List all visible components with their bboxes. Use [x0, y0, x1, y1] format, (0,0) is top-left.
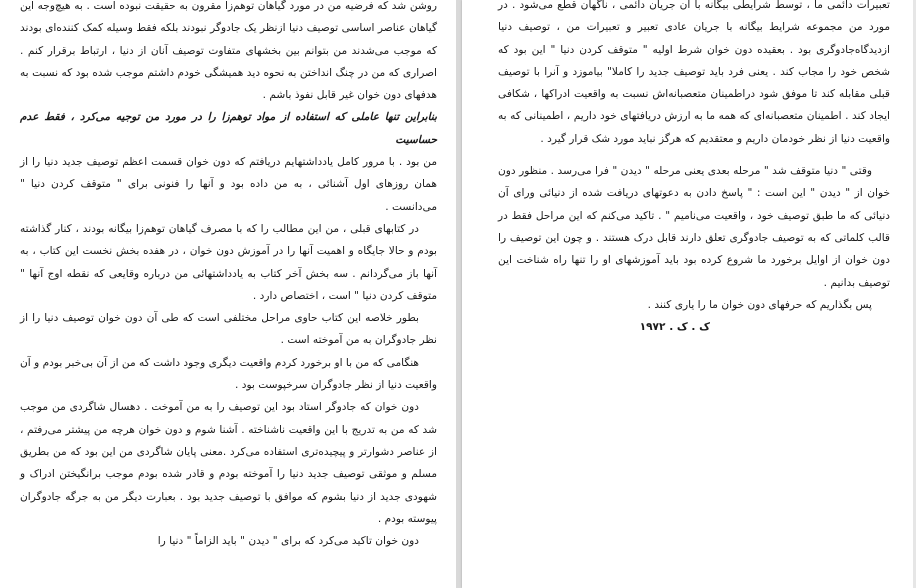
paragraph: هنگامی که من با او برخورد کردم واقعیت دیگری وجود داشت که من از آن بی‌خبر بودم و آن واقعیت دنیا از نظر جادوگران سرخپوست بود . [20, 356, 437, 392]
paragraph: دون خوان که جادوگر استاد بود این توصیف را به من آموخت . دهسال شاگردی من موجب شد که من به تدریج با این واقعیت ناشناخته . آشنا شوم و دون خوان هرچه من پیشتر می‌رفتم ، از عناصر دشوارتر و پیچیده‌تری استفاده می‌کرد .معنی پایان شاگردی من این بود که من بطریق مسلم و موثقی توصیف جدید دنیا را آموخته بودم و قادر شده بودم موجب برانگیختن ادراک و شهودی جدید از دنیا بشوم که موافق با توصیف جدید بود . بعبارت دیگر من به جرگه جادوگران پیوسته بودم . [20, 401, 437, 525]
right-page [462, 0, 916, 588]
paragraph: تعبیرات دائمی ما ، توسط شرایطی بیگانه با آن جریان دائمی ، ناگهان قطع می‌شود . در مورد من مجموعه شرایط بیگانه با جریان عادی تعبیر و تعبیرات من ، توصیف دنیا ازدیدگاه‌جادوگری بود . بعقیده دون خوان شرط اولیه " متوقف کردن دنیا " این بود که شخص خود را مجاب کند . یعنی فرد باید توصیف جدید را کاملا" بیاموزد و آنرا با توصیف قبلی مقابله کند تا موفق شود دراطمینان متعصبانه‌اش نسبت به واقعیت ادراکها ، شکافی ایجاد کند . اطمینان متعصبانه‌ای که همه ما به ارزش دریافتهای خود داریم ، اطمینانی که به واقعیت دنیا از نظر خودمان داریم و معتقدیم که هرگز نباید مورد شک قرار گیرد . [498, 0, 890, 145]
paragraph-emphasis [20, 106, 437, 151]
author-signature: ک . ک . ۱۹۷۲ [639, 321, 710, 334]
paragraph: من بود . با مرور کامل یادداشتهایم دریافتم که دون خوان قسمت اعظم توصیف جدید دنیا را از همان روزهای اول آشنائی ، به من داده بود و آنها را فنونی برای " متوقف کردن دنیا " می‌دانست . [20, 156, 437, 213]
right-page-body [498, 0, 890, 338]
paragraph: روشن شد که فرضیه من در مورد گیاهان توهم‌زا مقرون به حقیقت نبوده است . به هیچ‌وجه این گیاهان عناصر اساسی توصیف دنیا ازنظر یک جادوگر نبودند بلکه فقط وسیله کمک کننده‌ای بودند که موجب می‌شدند من بتوانم بین بخشهای متفاوت توصیف آنان از دنیا ، ارتباط برقرار کنم . اصراری که من در چنگ انداختن به نحوه دید همیشگی خودم داشتم موجب شده بود که نسبت به هدفهای دون خوان غیر قابل نفوذ باشم . [20, 0, 437, 102]
paragraph: دون خوان تاکید می‌کرد که برای " دیدن " باید الزاماً " دنیا را [157, 535, 419, 548]
paragraph-spacer [498, 150, 890, 160]
left-page-body [20, 0, 437, 552]
left-page [0, 0, 456, 588]
paragraph: بطور خلاصه این کتاب حاوی مراحل مختلفی است که طی آن دون خوان توصیف دنیا را از نظر جادوگران به من آموخته است . [20, 312, 437, 347]
emphasis-text: بنابراین تنها عاملی که استفاده از مواد توهم‌زا را در مورد من توجیه می‌کرد ، فقط عدم حساسیت [20, 111, 437, 146]
paragraph: پس بگذاریم که حرفهای دون خوان ما را یاری کنند . [647, 298, 872, 311]
paragraph: در کتابهای قبلی ، من این مطالب را که با مصرف گیاهان توهم‌زا بیگانه بودند ، کنار گذاشته بودم و حالا جایگاه و اهمیت آنها را در آموزش دون خوان ، در هفده بخش نخست این کتاب ، به آنها باز می‌گردانم . سه بخش آخر کتاب به یادداشتهائی من درباره وقایعی که نقطه اوج آنها " متوقف کردن دنیا " است ، اختصاص دارد . [20, 222, 437, 302]
paragraph: وقتی " دنیا متوقف شد " مرحله بعدی یعنی مرحله " دیدن " فرا می‌رسد . منظور دون خوان از " دیدن " این است : " پاسخ دادن به دعوتهای دریافت شده از دنیائی ورای آن دنیائی که ما طبق توصیف خود ، واقعیت می‌نامیم " . تاکید می‌کنم که این مراحل فقط در قالب کلماتی که به توصیف جادوگری تعلق دارند قابل درک هستند . و چون این توصیف را دون خوان از اوایل برخورد ما شروع کرده بود باید آموزشهای او را تنها راه شناخت این توصیف بدانیم . [498, 165, 890, 289]
